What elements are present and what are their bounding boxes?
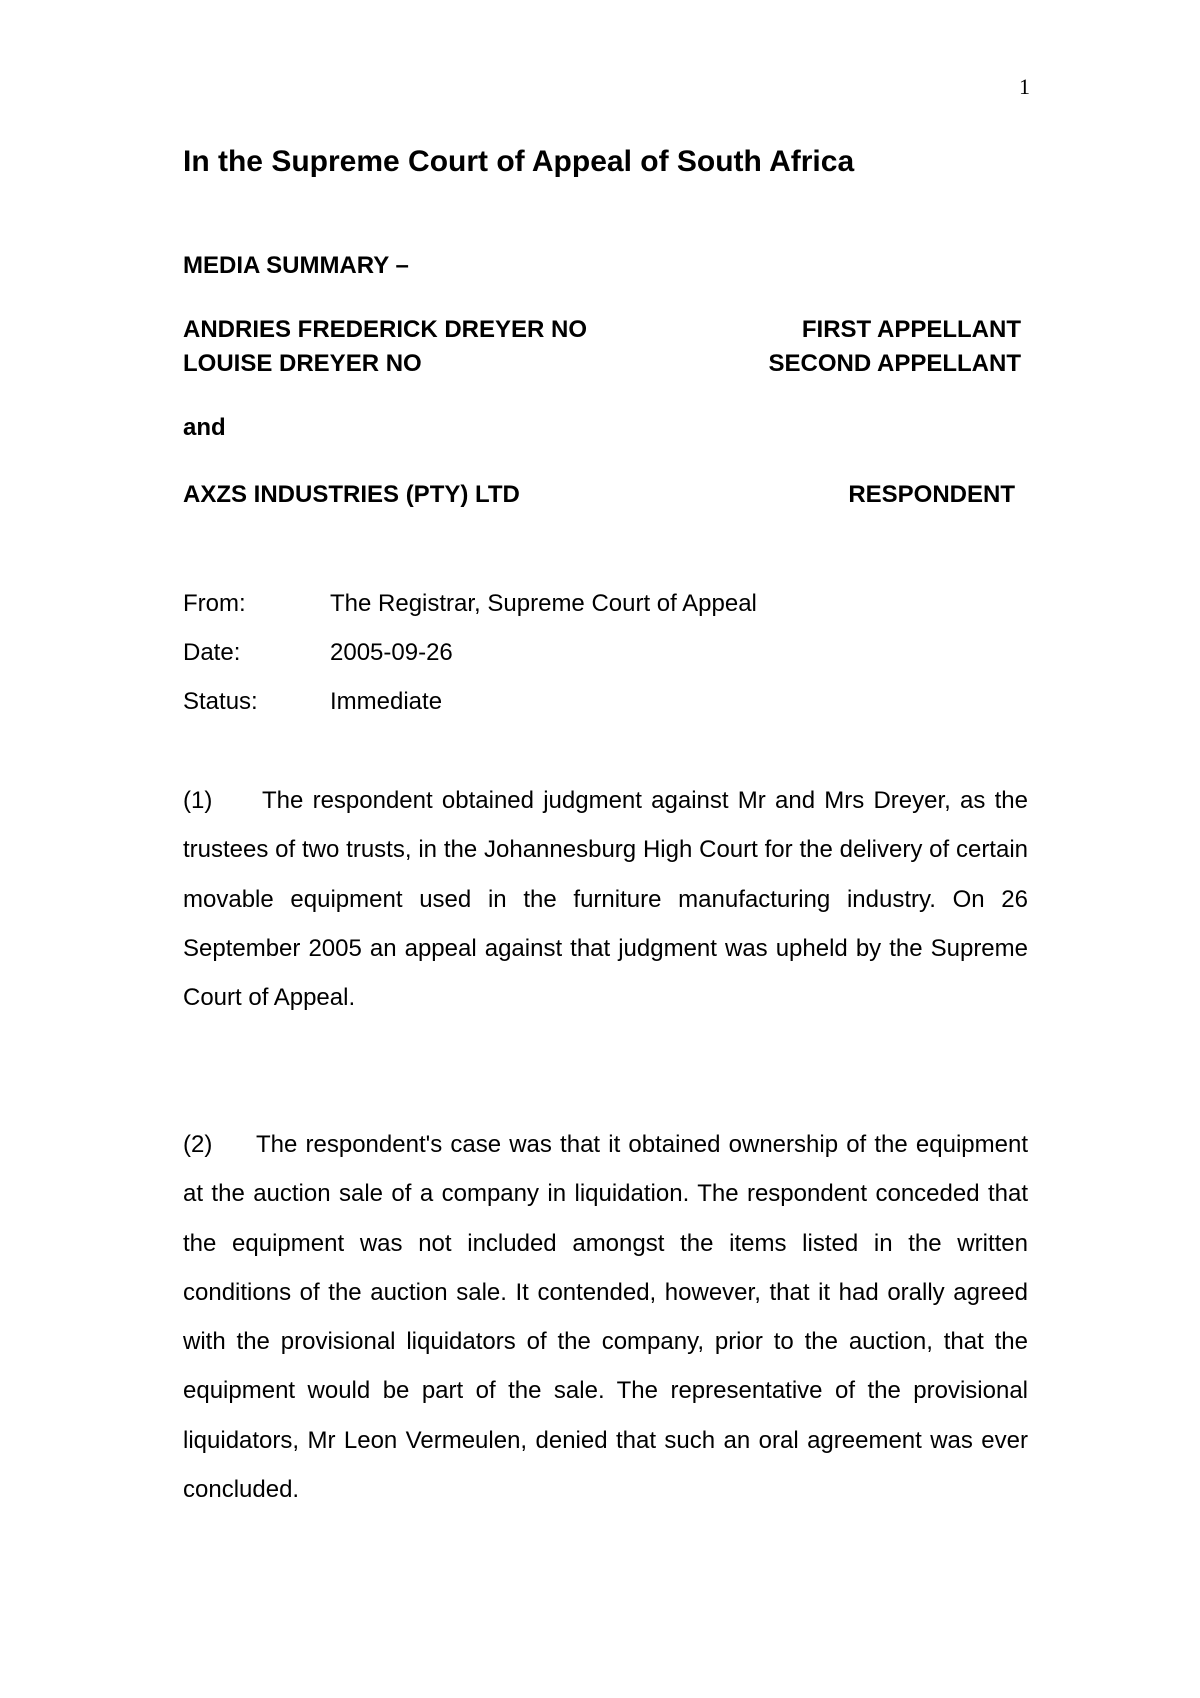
respondent-row bbox=[183, 481, 1015, 509]
paragraph-2 bbox=[183, 1120, 1028, 1514]
from-label: From: bbox=[183, 590, 246, 617]
first-appellant-row bbox=[183, 316, 1021, 344]
date-value: 2005-09-26 bbox=[330, 639, 453, 666]
second-appellant-name: LOUISE DREYER NO bbox=[183, 350, 422, 377]
paragraph-1-number: (1) bbox=[183, 787, 213, 814]
paragraph-1 bbox=[183, 776, 1028, 1022]
status-value: Immediate bbox=[330, 688, 443, 715]
from-row bbox=[183, 590, 757, 618]
paragraph-1-text: The respondent obtained judgment against Mr and Mrs Dreyer, as the trustees of two trusts, in the Johannesburg High Court for the delivery of certain movable equipment used in the furniture manufacturing industry. On 26 September 2005 an appeal against that judgment was upheld by the Supreme Court of Appeal. bbox=[183, 787, 1028, 1012]
court-title: In the Supreme Court of Appeal of South Africa bbox=[183, 145, 855, 178]
parties-conjunction: and bbox=[183, 414, 226, 441]
respondent-name: AXZS INDUSTRIES (PTY) LTD bbox=[183, 481, 520, 508]
paragraph-2-text: The respondent's case was that it obtained ownership of the equipment at the auction sale of a company in liquidation. The respondent conceded that the equipment was not included amongst the items listed in the written conditions of the auction sale. It contended, however, that it had orally agreed with the provisional liquidators of the company, prior to the auction, that the equipment would be part of the sale. The representative of the provisional liquidators, Mr Leon Vermeulen, denied that such an oral agreement was ever concluded. bbox=[183, 1131, 1028, 1504]
second-appellant-row bbox=[183, 350, 1021, 378]
first-appellant-role: FIRST APPELLANT bbox=[801, 316, 1021, 343]
paragraph-2-number: (2) bbox=[183, 1131, 213, 1158]
from-value: The Registrar, Supreme Court of Appeal bbox=[330, 590, 757, 617]
second-appellant-role: SECOND APPELLANT bbox=[768, 350, 1021, 377]
status-label: Status: bbox=[183, 688, 258, 715]
first-appellant-name: ANDRIES FREDERICK DREYER NO bbox=[183, 316, 588, 343]
date-row bbox=[183, 639, 453, 667]
page-number: 1 bbox=[1019, 74, 1030, 99]
media-summary-heading: MEDIA SUMMARY – bbox=[183, 252, 409, 279]
status-row bbox=[183, 688, 442, 716]
date-label: Date: bbox=[183, 639, 241, 666]
respondent-role: RESPONDENT bbox=[848, 481, 1015, 508]
